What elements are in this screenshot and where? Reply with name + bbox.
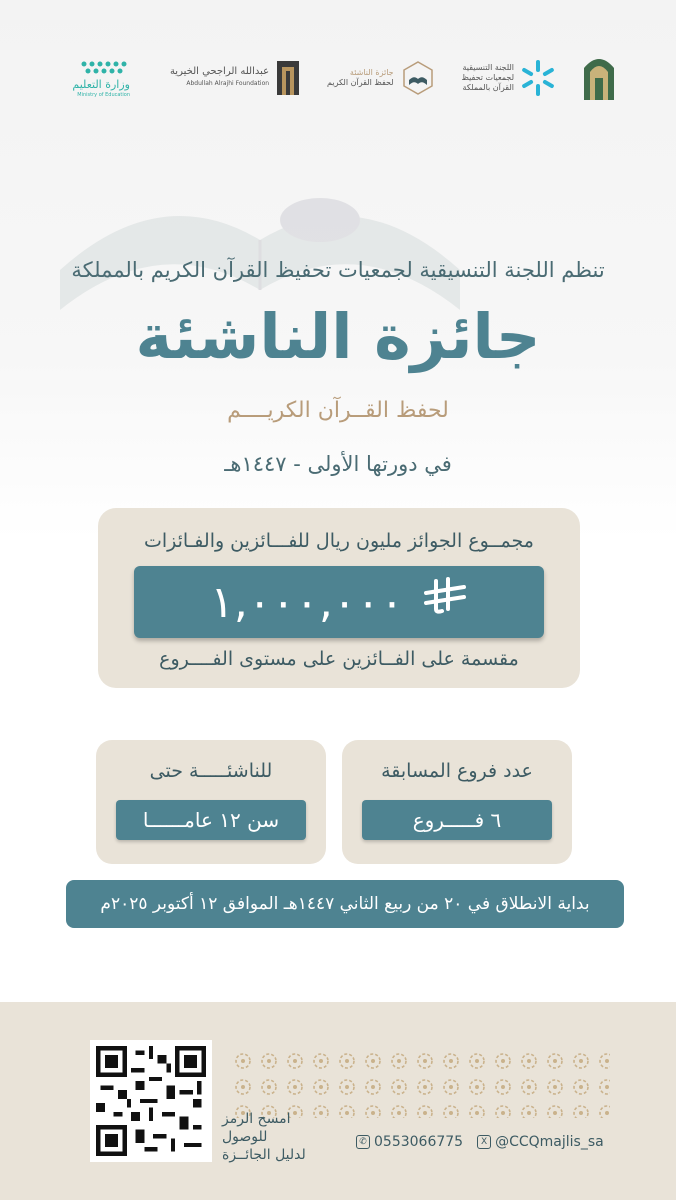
age-label: للناشئـــــة حتى xyxy=(149,760,273,782)
page-subtitle: لحفظ القــرآن الكريــــم xyxy=(227,398,449,423)
footer xyxy=(0,1002,676,1200)
branches-panel xyxy=(342,740,572,864)
partner-logos xyxy=(70,48,616,108)
age-panel xyxy=(96,740,326,864)
qr-code[interactable] xyxy=(90,1040,212,1162)
qr-code-icon xyxy=(96,1046,206,1156)
decorative-pattern xyxy=(230,1048,610,1118)
award-logo-line2: لحفظ القرآن الكريم xyxy=(327,78,394,87)
branches-label: عدد فروع المسابقة xyxy=(381,760,533,782)
rajhi-name-ar: عبدالله الراجحي الخيرية xyxy=(169,66,270,77)
qr-caption xyxy=(222,1110,332,1164)
moe-logo xyxy=(70,58,144,98)
committee-line3: القرآن بالمملكة xyxy=(462,83,515,92)
organizer-intro: تنظم اللجنة التنسيقية لجمعيات تحفيظ القرآن الكريم بالمملكة xyxy=(71,258,605,282)
branches-value: ٦ فـــــروع xyxy=(362,800,552,840)
rajhi-door-icon xyxy=(275,59,301,97)
prize-distribution-text: مقسمة على الفــائزين على مستوى الفــــروع xyxy=(159,648,519,670)
page-title: جائزة الناشئة xyxy=(135,300,541,373)
phone-contact[interactable] xyxy=(356,1134,463,1150)
prize-amount-banner xyxy=(134,566,544,638)
committee-line1: اللجنة التنسيقية xyxy=(462,63,515,72)
svg-text:وزارة التعليم: وزارة التعليم xyxy=(72,78,130,91)
ministry-islamic-logo xyxy=(582,54,616,102)
qr-caption-line1: امسح الرمز للوصول xyxy=(222,1111,291,1145)
age-value: سن ١٢ عامــــــا xyxy=(116,800,306,840)
qr-caption-line2: لدليل الجائــزة xyxy=(222,1147,306,1163)
launch-date-banner: بداية الانطلاق في ٢٠ من ربيع الثاني ١٤٤٧هـ الموافق ١٢ أكتوبر ٢٠٢٥م xyxy=(66,880,624,928)
svg-text:Ministry of Education: Ministry of Education xyxy=(77,92,130,98)
prize-total-text: مجمــوع الجوائز مليون ريال للفـــائزين والفـائزات xyxy=(144,530,534,552)
moe-dots-icon xyxy=(70,58,144,98)
riyal-icon xyxy=(422,577,468,627)
award-book-icon xyxy=(400,60,436,96)
x-logo-icon: X xyxy=(477,1135,491,1149)
committee-logo xyxy=(462,58,556,98)
x-handle: @CCQmajlis_sa xyxy=(495,1134,604,1150)
phone-icon: ✆ xyxy=(356,1135,370,1149)
committee-line2: لجمعيات تحفيظ xyxy=(461,73,515,82)
contact-info xyxy=(356,1134,604,1150)
x-contact[interactable] xyxy=(477,1134,604,1150)
award-logo-line1: جائزة الناشئة xyxy=(349,68,394,77)
rajhi-logo xyxy=(170,59,301,97)
edition-text: في دورتها الأولى - ١٤٤٧هـ xyxy=(224,452,452,476)
committee-star-icon xyxy=(520,58,556,98)
prize-amount-value: ١,٠٠٠,٠٠٠ xyxy=(210,576,404,628)
rajhi-name-en: Abdullah Alrajhi Foundation xyxy=(186,80,270,87)
award-logo xyxy=(327,60,436,96)
prize-panel xyxy=(98,508,580,688)
phone-number: 0553066775 xyxy=(374,1134,464,1150)
mosque-arch-icon xyxy=(582,54,616,102)
